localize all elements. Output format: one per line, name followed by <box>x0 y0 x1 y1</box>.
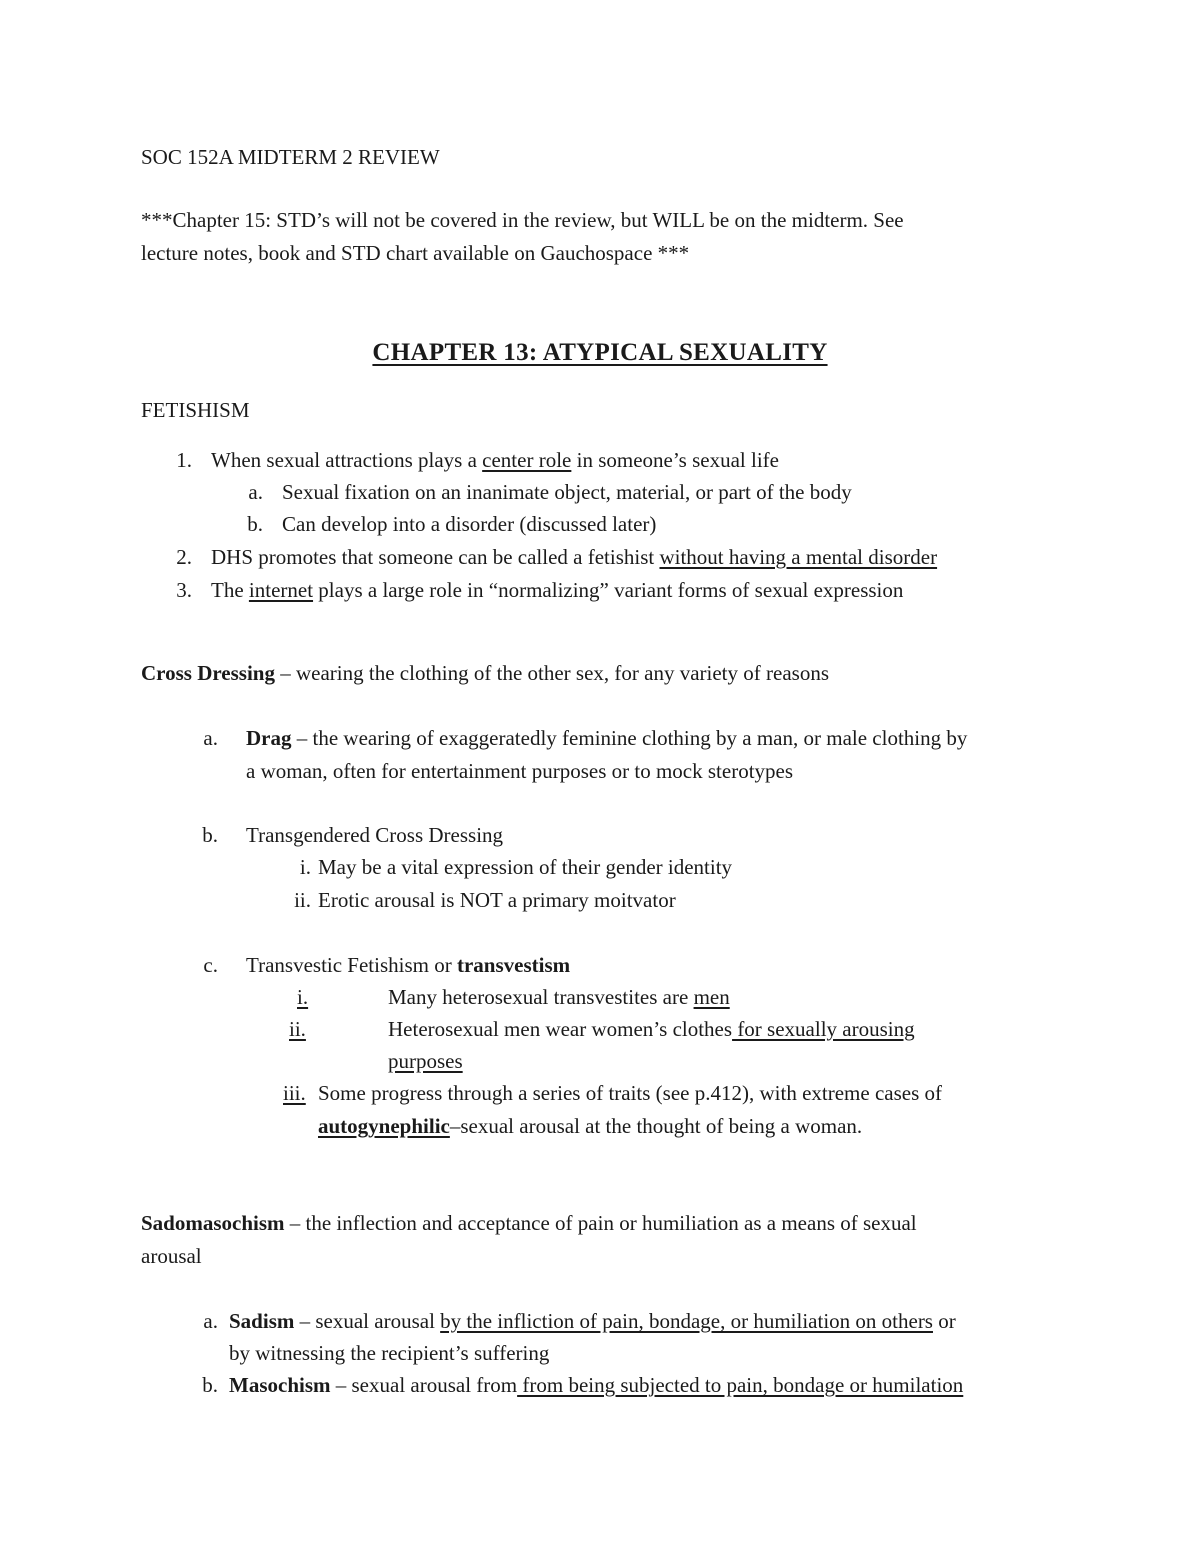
list-number: iii. <box>283 1081 306 1105</box>
list-number: 1. <box>176 448 192 472</box>
term: Sadism <box>229 1309 295 1333</box>
chapter-title: CHAPTER 13: ATYPICAL SEXUALITY <box>372 339 828 366</box>
cross-dressing-definition <box>141 657 829 689</box>
underlined-phrase: center role <box>482 448 572 472</box>
sadism-definition-line-2: by witnessing the recipient’s suffering <box>229 1341 550 1365</box>
list-item-text <box>211 444 779 476</box>
transvestic-point-i <box>297 981 730 1013</box>
sadism-definition-line-1 <box>229 1305 956 1337</box>
term: autogynephilic <box>318 1114 450 1138</box>
list-number: a. <box>203 726 218 750</box>
text-segment: Some progress through a series of traits (see p.412), with extreme cases of <box>318 1081 942 1105</box>
list-number: 2. <box>176 545 192 569</box>
transvestic-point-iii-cont <box>318 1110 862 1142</box>
definition-text: –sexual arousal at the thought of being a woman. <box>449 1114 863 1138</box>
list-number: 3. <box>176 578 192 602</box>
list-number: i. <box>299 855 311 879</box>
sadomasochism-definition-line-2: arousal <box>141 1244 202 1268</box>
list-number: b. <box>202 823 218 847</box>
term: Drag <box>246 726 292 750</box>
review-note-line-2: lecture notes, book and STD chart available on Gauchospace *** <box>141 241 690 265</box>
transgendered-point-ii: Erotic arousal is NOT a primary moitvator <box>318 888 676 912</box>
text-segment: The <box>211 578 249 602</box>
fetishism-heading: FETISHISM <box>141 398 250 422</box>
masochism-definition <box>229 1369 963 1401</box>
transvestic-point-ii <box>289 1013 915 1045</box>
list-item-text <box>211 574 903 606</box>
text-segment: Heterosexual men wear women’s clothes <box>388 1017 733 1041</box>
review-note-line-1: ***Chapter 15: STD’s will not be covered in the review, but WILL be on the midterm. See <box>141 208 904 232</box>
transvestic-point-iii <box>283 1077 942 1109</box>
list-item-text <box>211 541 937 573</box>
underlined-phrase: internet <box>248 578 314 602</box>
transgendered-heading: Transgendered Cross Dressing <box>246 823 504 847</box>
list-number: b. <box>247 512 263 536</box>
underlined-phrase: for sexually arousing <box>732 1017 915 1041</box>
term: Masochism <box>229 1373 331 1397</box>
definition-text: – the wearing of exaggeratedly feminine clothing by a man, or male clothing by <box>291 726 968 750</box>
list-number: a. <box>203 1309 218 1333</box>
text-segment: Transvestic Fetishism or <box>246 953 457 977</box>
underlined-phrase: without having a mental disorder <box>659 545 938 569</box>
text-segment: in someone’s sexual life <box>571 448 779 472</box>
list-number: a. <box>248 480 263 504</box>
term: Cross Dressing <box>141 661 275 685</box>
text-segment: plays a large role in “normalizing” variant forms of sexual expression <box>313 578 904 602</box>
list-item-text: Can develop into a disorder (discussed later) <box>282 512 657 536</box>
text-segment: DHS promotes that someone can be called a fetishist <box>211 545 660 569</box>
underlined-phrase: purposes <box>388 1049 463 1073</box>
list-number: ii. <box>294 888 311 912</box>
underlined-phrase: men <box>693 985 730 1009</box>
list-number: i. <box>297 985 309 1009</box>
text-segment: or <box>932 1309 956 1333</box>
document-title: SOC 152A MIDTERM 2 REVIEW <box>141 145 440 169</box>
definition-text: – wearing the clothing of the other sex, for any variety of reasons <box>275 661 829 685</box>
list-item-text: Sexual fixation on an inanimate object, material, or part of the body <box>282 480 852 504</box>
definition-text: – the inflection and acceptance of pain or humiliation as a means of sexual <box>284 1211 917 1235</box>
text-segment: Many heterosexual transvestites are <box>388 985 694 1009</box>
transgendered-point-i: May be a vital expression of their gender identity <box>318 855 733 879</box>
list-number: ii. <box>289 1017 306 1041</box>
drag-definition-line-2: a woman, often for entertainment purposes or to mock sterotypes <box>246 759 794 783</box>
underlined-phrase: by the infliction of pain, bondage, or humiliation on others <box>440 1309 933 1333</box>
list-number: b. <box>202 1373 218 1397</box>
term: Sadomasochism <box>141 1211 285 1235</box>
list-number: c. <box>203 953 218 977</box>
text-segment: – sexual arousal <box>294 1309 441 1333</box>
transvestic-point-ii-cont <box>388 1045 463 1077</box>
text-segment: – sexual arousal from <box>330 1373 518 1397</box>
drag-definition-line-1 <box>246 722 967 754</box>
text-segment: When sexual attractions plays a <box>211 448 483 472</box>
transvestic-heading <box>246 949 570 981</box>
sadomasochism-definition-line-1 <box>141 1207 917 1239</box>
term: transvestism <box>456 953 571 977</box>
underlined-phrase: from being subjected to pain, bondage or humilation <box>517 1373 964 1397</box>
